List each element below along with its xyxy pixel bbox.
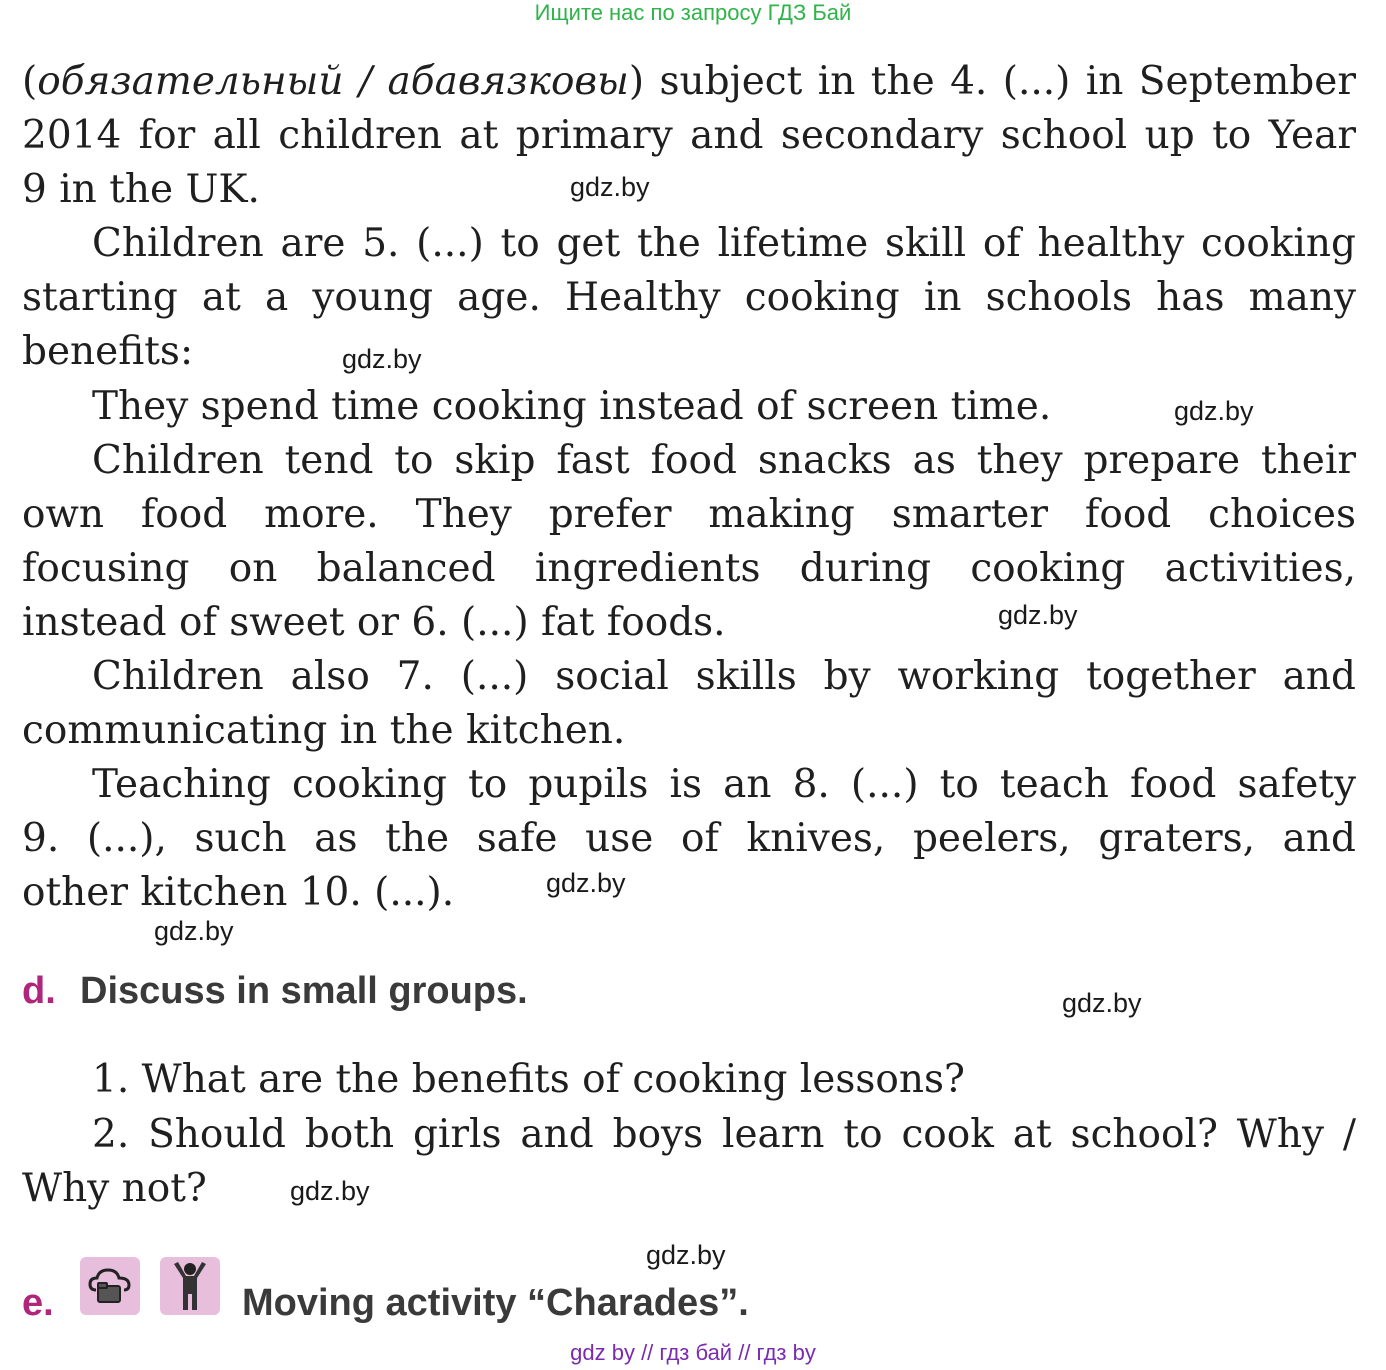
- text-line: Children tend to skip fast food snacks as they prepare their: [92, 438, 1356, 483]
- text-line: 2014 for all children at primary and secondary school up to Year: [22, 113, 1356, 158]
- text-line: Teaching cooking to pupils is an 8. (...) to teach food safety: [92, 762, 1356, 807]
- text-line: 9. (...), such as the safe use of knives, peelers, graters, and: [22, 816, 1356, 861]
- section-title-d: Discuss in small groups.: [80, 970, 528, 1012]
- text-line: (обязательный / абавязковы) subject in the 4. (...) in September: [22, 59, 1356, 104]
- text-line: instead of sweet or 6. (...) fat foods.: [22, 600, 726, 645]
- question-1: 1. What are the benefits of cooking lessons?: [92, 1057, 965, 1102]
- question-2-cont: Why not?: [22, 1166, 207, 1211]
- question-2: 2. Should both girls and boys learn to cook at school? Why /: [92, 1112, 1356, 1157]
- text-line: other kitchen 10. (...).: [22, 870, 455, 915]
- text-line: They spend time cooking instead of screen time.: [92, 384, 1052, 429]
- watermark: gdz.by: [546, 868, 626, 898]
- text-line: Children also 7. (...) social skills by working together and: [92, 654, 1356, 699]
- watermark: gdz.by: [998, 600, 1078, 630]
- watermark: gdz.by: [290, 1176, 370, 1206]
- section-letter-d: d.: [22, 970, 56, 1012]
- watermark: gdz.by: [342, 344, 422, 374]
- watermark: gdz.by: [646, 1240, 726, 1270]
- footer-links: gdz by // гдз бай // гдз by: [570, 1340, 816, 1365]
- text-line: focusing on balanced ingredients during cooking activities,: [22, 546, 1356, 591]
- person-arms-up-icon: [160, 1257, 220, 1315]
- watermark: gdz.by: [1174, 396, 1254, 426]
- text-line: benefits:: [22, 329, 194, 374]
- text-line: own food more. They prefer making smarter food choices: [22, 492, 1356, 537]
- text-line: starting at a young age. Healthy cooking in schools has many: [22, 275, 1356, 320]
- watermark: gdz.by: [154, 916, 234, 946]
- text-line: 9 in the UK.: [22, 167, 260, 212]
- text-line: Children are 5. (...) to get the lifetime skill of healthy cooking: [92, 221, 1356, 266]
- section-title-e: Moving activity “Charades”.: [242, 1282, 749, 1324]
- text-line: communicating in the kitchen.: [22, 708, 626, 753]
- cloud-folder-icon: [80, 1257, 140, 1315]
- watermark: gdz.by: [570, 172, 650, 202]
- watermark: gdz.by: [1062, 988, 1142, 1018]
- top-banner: Ищите нас по запросу ГДЗ Бай: [534, 0, 852, 25]
- section-letter-e: e.: [22, 1282, 54, 1324]
